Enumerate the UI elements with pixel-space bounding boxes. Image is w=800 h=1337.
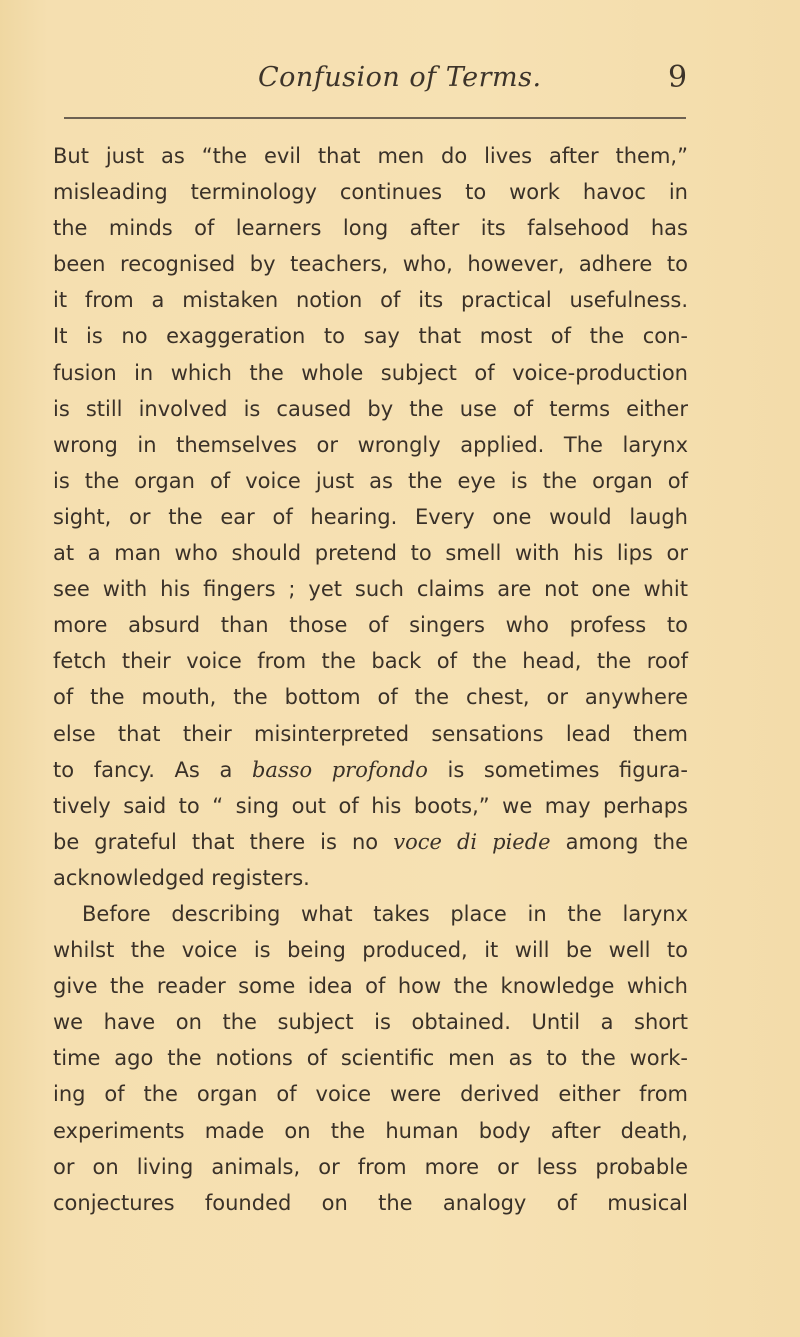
text-line: ing of the organ of voice were derived either from (53, 1082, 688, 1107)
text-line: is still involved is caused by the use of terms either (53, 396, 688, 421)
text-line: of the mouth, the bottom of the chest, or anywhere (53, 685, 688, 710)
text-line: else that their misinterpreted sensations lead them (53, 721, 688, 746)
text-line: But just as “the evil that men do lives after them,” (53, 144, 688, 168)
running-head (0, 62, 800, 106)
text-line: Before describing what takes place in the larynx (82, 901, 688, 926)
italic-term: voce di piede (393, 829, 551, 854)
text-line: whilst the voice is being produced, it will be well to (53, 938, 688, 963)
text-line: at a man who should pretend to smell with his lips or (53, 541, 688, 566)
text-line: wrong in themselves or wrongly applied. The larynx (53, 432, 688, 457)
text-run: is sometimes figura- (427, 757, 688, 782)
text-line: we have on the subject is obtained. Until a short (53, 1010, 688, 1035)
text-run: be grateful that there is no (53, 829, 394, 854)
body-text (53, 138, 688, 1221)
italic-term: basso profondo (251, 757, 428, 782)
text-line (53, 824, 688, 860)
text-line: time ago the notions of scientific men as to the work- (53, 1046, 688, 1071)
text-line: fetch their voice from the back of the head, the roof (53, 649, 688, 674)
text-line: conjectures founded on the analogy of musical (53, 1190, 688, 1215)
text-line: the minds of learners long after its falsehood has (53, 216, 688, 241)
text-line: or on living animals, or from more or less probable (53, 1154, 688, 1179)
text-line: misleading terminology continues to work havoc in (53, 180, 688, 205)
text-line: It is no exaggeration to say that most of the con- (53, 324, 688, 349)
text-line: sight, or the ear of hearing. Every one would laugh (53, 504, 688, 529)
text-run: among the (550, 829, 688, 854)
text-line: is the organ of voice just as the eye is the organ of (53, 468, 688, 493)
page-number: 9 (668, 60, 688, 95)
text-line: experiments made on the human body after death, (53, 1118, 688, 1143)
text-line: see with his fingers ; yet such claims are not one whit (53, 577, 688, 602)
text-run: to fancy. As a (53, 757, 252, 782)
header-rule (64, 117, 686, 119)
text-line: give the reader some idea of how the knowledge which (53, 974, 688, 999)
text-line: acknowledged registers. (53, 865, 310, 890)
text-line: tively said to “ sing out of his boots,” we may perhaps (53, 793, 688, 818)
running-title: Confusion of Terms. (258, 62, 542, 93)
text-line: it from a mistaken notion of its practical usefulness. (53, 288, 688, 313)
text-line: been recognised by teachers, who, however, adhere to (53, 252, 688, 277)
text-line (53, 752, 688, 788)
text-line: fusion in which the whole subject of voice-production (53, 360, 688, 385)
text-line: more absurd than those of singers who profess to (53, 613, 688, 638)
